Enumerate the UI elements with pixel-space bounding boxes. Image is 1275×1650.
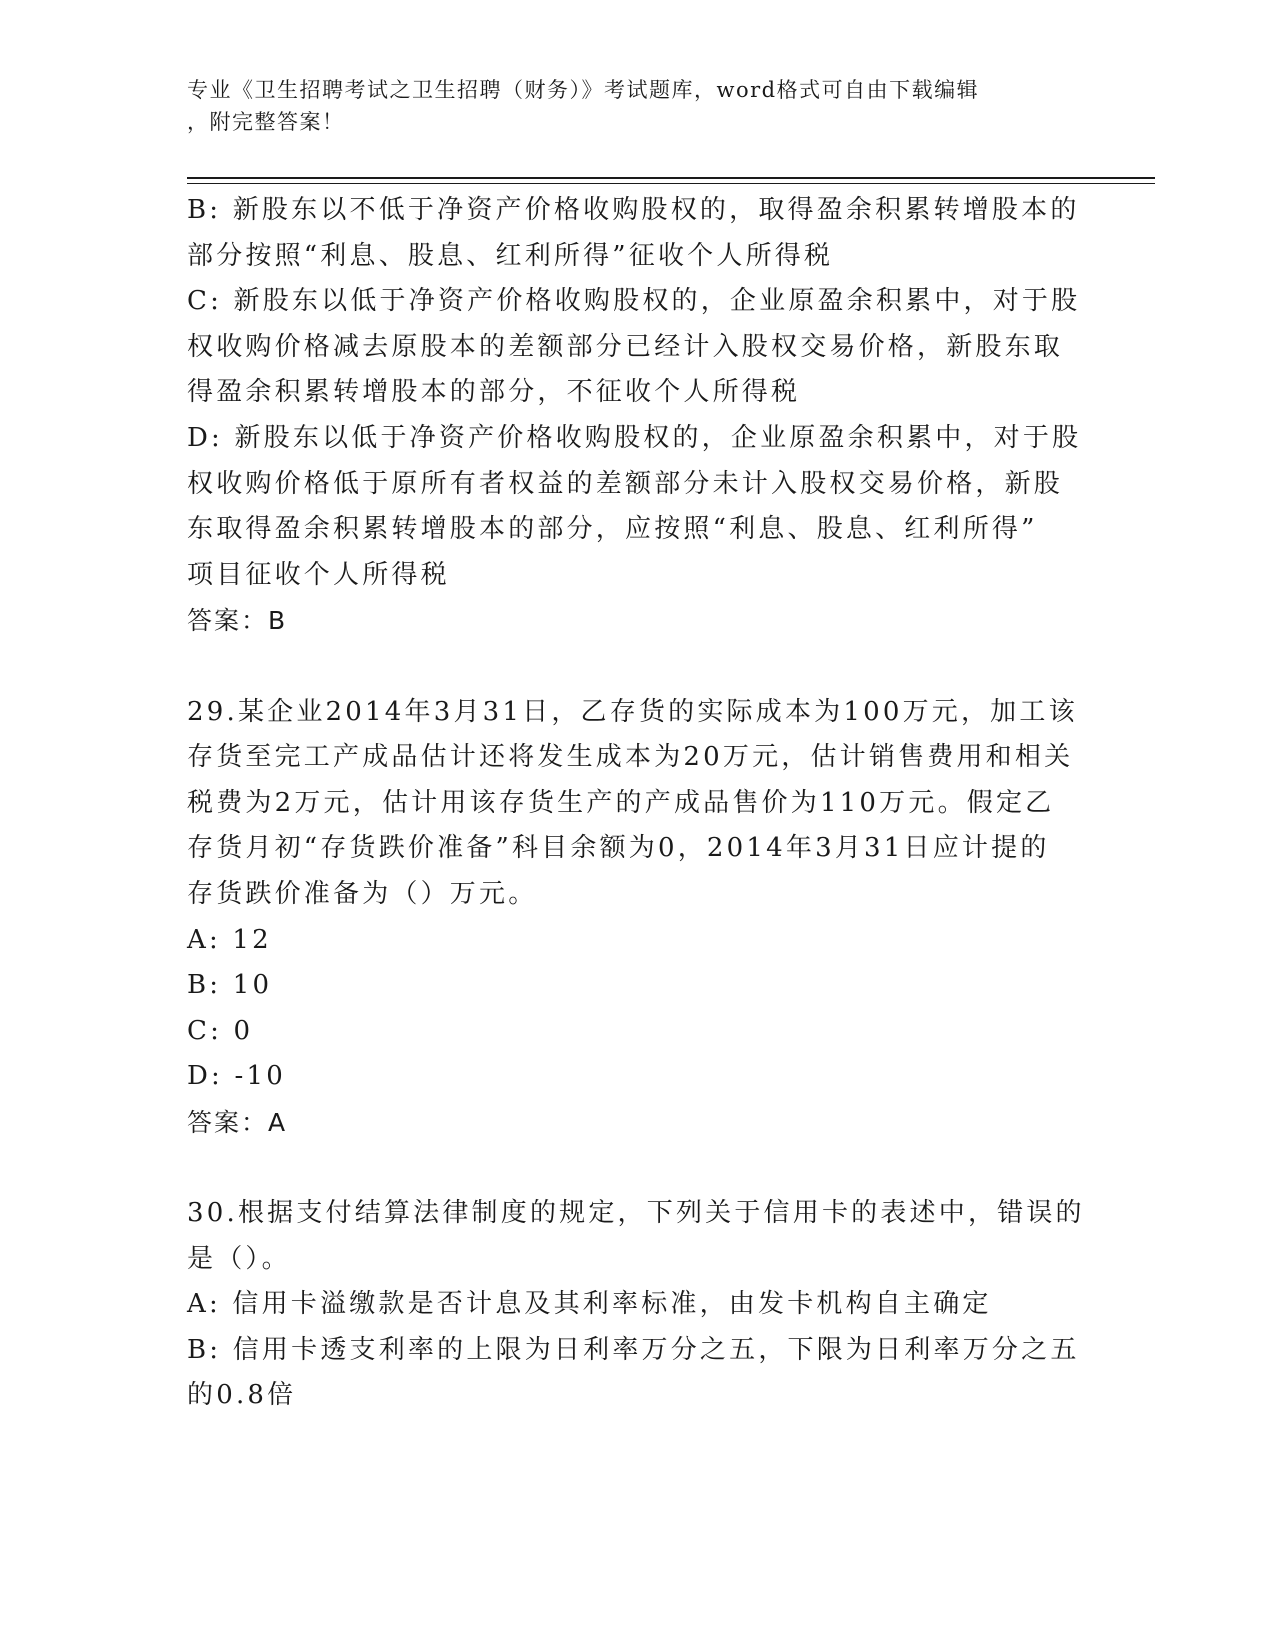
q28-option-b-line: 部分按照“利息、股息、红利所得”征收个人所得税 [187, 240, 834, 271]
q29-stem-line: 税费为2万元，估计用该存货生产的产成品售价为110万元。假定乙 [187, 787, 1055, 818]
q30-stem [187, 1191, 1085, 1282]
q28-option-d-line: 项目征收个人所得税 [187, 559, 450, 590]
q30-option-b-line: B: 信用卡透支利率的上限为日利率万分之五，下限为日利率万分之五 [187, 1334, 1080, 1365]
q29-option-d: D: -10 [187, 1061, 286, 1092]
q29-options [187, 918, 1082, 1100]
q28-option-c [187, 279, 1082, 416]
header-line-1: 专业《卫生招聘考试之卫生招聘（财务）》考试题库，word格式可自由下载编辑 [187, 78, 980, 102]
page-header [187, 74, 1067, 138]
q29-stem-line: 存货跌价准备为（）万元。 [187, 878, 538, 909]
q28-option-d-line: 权收购价格低于原所有者权益的差额部分未计入股权交易价格，新股 [187, 468, 1064, 499]
q29-option-b: B: 10 [187, 970, 273, 1001]
q28-option-d [187, 416, 1082, 598]
q28-option-b-line: B: 新股东以不低于净资产价格收购股权的，取得盈余积累转增股本的 [187, 195, 1080, 225]
q28-option-c-line: C: 新股东以低于净资产价格收购股权的，企业原盈余积累中，对于股 [187, 286, 1081, 317]
q30-option-b [187, 1328, 1082, 1419]
header-rule-thick [187, 177, 1155, 179]
q28-option-d-line: 东取得盈余积累转增股本的部分，应按照“利息、股息、红利所得” [187, 514, 1038, 545]
q30-stem-line: 是（）。 [187, 1243, 291, 1274]
header-line-2: ，附完整答案！ [187, 110, 345, 134]
q29-answer: 答案：A [187, 1107, 288, 1137]
q30-option-b-line: 的0.8倍 [187, 1380, 297, 1411]
q28-option-c-line: 得盈余积累转增股本的部分，不征收个人所得税 [187, 377, 801, 408]
q28-option-d-line: D: 新股东以低于净资产价格收购股权的，企业原盈余积累中，对于股 [187, 422, 1082, 453]
q28-option-b [187, 188, 1082, 279]
spacer [187, 644, 1082, 690]
q29-option-c: C: 0 [187, 1015, 254, 1046]
q29-stem-line: 29.某企业2014年3月31日，乙存货的实际成本为100万元，加工该 [187, 696, 1078, 727]
q29-option-a: A: 12 [187, 924, 272, 955]
q28-answer: 答案：B [187, 606, 288, 636]
q30-option-a-line: A: 信用卡溢缴款是否计息及其利率标准，由发卡机构自主确定 [187, 1289, 992, 1320]
header-rule-thin [187, 183, 1155, 184]
q29-stem-line: 存货月初“存货跌价准备”科目余额为0，2014年3月31日应计提的 [187, 833, 1050, 864]
q29-stem-line: 存货至完工产成品估计还将发生成本为20万元，估计销售费用和相关 [187, 742, 1074, 773]
spacer [187, 1145, 1082, 1191]
q30-stem-line: 30.根据支付结算法律制度的规定，下列关于信用卡的表述中，错误的 [187, 1198, 1085, 1229]
q29-stem [187, 690, 1082, 918]
q30-option-a [187, 1282, 1082, 1328]
exam-content [187, 188, 1085, 1419]
q28-option-c-line: 权收购价格减去原股本的差额部分已经计入股权交易价格，新股东取 [187, 331, 1064, 362]
